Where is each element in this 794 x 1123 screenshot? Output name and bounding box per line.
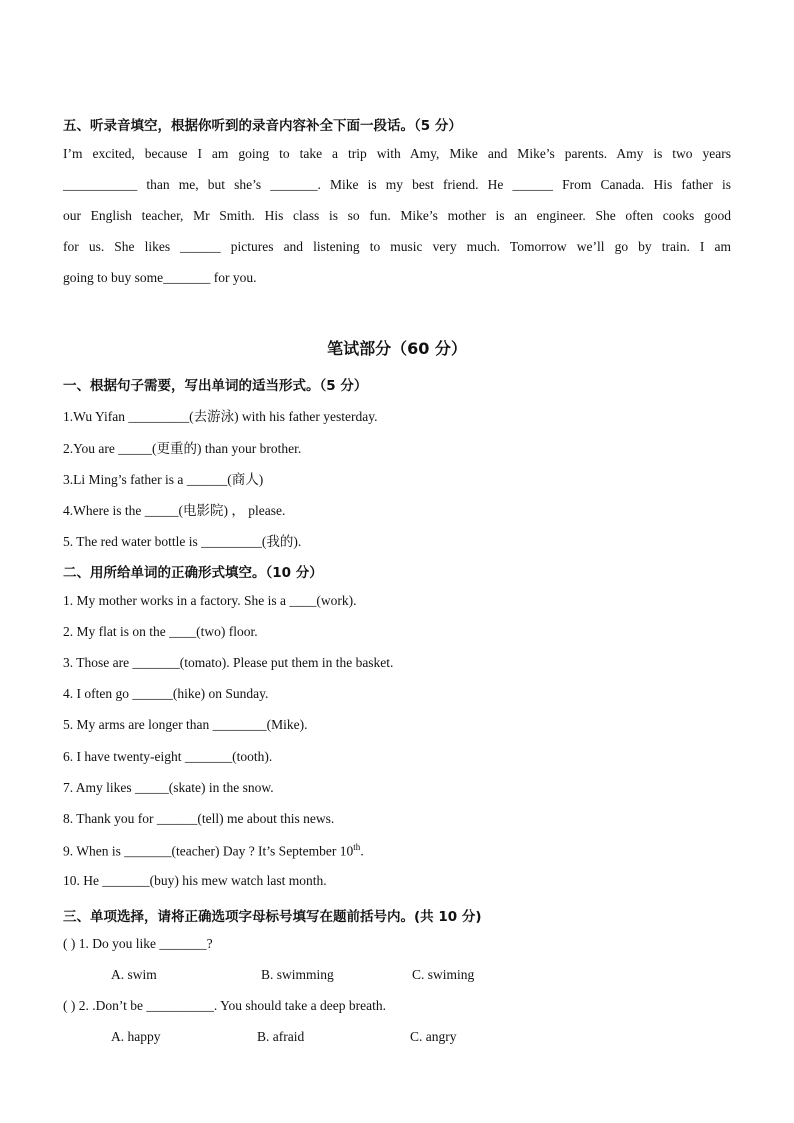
section-two-item: 6. I have twenty-eight _______(tooth). — [63, 749, 273, 764]
listen-paragraph-line: our English teacher, Mr Smith. His class is so fun. Mike’s mother is an engineer. She often cooks good — [63, 208, 731, 223]
section-two-item: 1. My mother works in a factory. She is a ____(work). — [63, 593, 357, 608]
section-two-item: 4. I often go ______(hike) on Sunday. — [63, 686, 269, 701]
section-one-item: 3.Li Ming’s father is a ______(商人) — [63, 472, 264, 487]
section-two-item9-text: 9. When is _______(teacher) Day ? It’s September 10 — [63, 843, 354, 859]
section-two-item: 7. Amy likes _____(skate) in the snow. — [63, 780, 274, 795]
listen-paragraph-line: ___________ than me, but she’s _______. Mike is my best friend. He ______ From Canada. His father is — [63, 177, 731, 192]
section-three-heading: 三、单项选择，请将正确选项字母标号填写在题前括号内。(共 10 分) — [63, 909, 482, 925]
ordinal-suffix: th — [353, 842, 361, 852]
section-listen-heading: 五、听录音填空，根据你听到的录音内容补全下面一段话。（5 分） — [63, 118, 462, 134]
option-b: B. swimming — [261, 967, 334, 982]
section-one-heading: 一、根据句子需要，写出单词的适当形式。（5 分） — [63, 378, 368, 394]
listen-paragraph-line: I’m excited, because I am going to take a trip with Amy, Mike and Mike’s parents. Amy is two years — [63, 146, 731, 161]
section-one-item: 1.Wu Yifan _________(去游泳) with his father yesterday. — [63, 409, 378, 424]
section-two-item: 8. Thank you for ______(tell) me about this news. — [63, 811, 335, 826]
section-two-item: 2. My flat is on the ____(two) floor. — [63, 624, 258, 639]
section-two-heading: 二、用所给单词的正确形式填空。（10 分） — [63, 565, 323, 581]
section-one-item: 2.You are _____(更重的) than your brother. — [63, 441, 302, 456]
option-c: C. swiming — [412, 967, 475, 982]
item9-end-punctuation: . — [360, 843, 364, 859]
written-part-title: 笔试部分（60 分） — [327, 339, 467, 358]
question-stem: ( ) 1. Do you like _______? — [63, 936, 213, 951]
section-two-item: 3. Those are _______(tomato). Please put them in the basket. — [63, 655, 394, 670]
section-two-item — [63, 842, 364, 860]
option-c: C. angry — [410, 1029, 457, 1044]
option-a: A. swim — [111, 967, 157, 982]
question-stem: ( ) 2. .Don’t be __________. You should take a deep breath. — [63, 998, 386, 1013]
listen-paragraph-line: going to buy some_______ for you. — [63, 270, 257, 285]
section-one-item: 5. The red water bottle is _________(我的). — [63, 534, 302, 549]
listen-paragraph-line: for us. She likes ______ pictures and listening to music very much. Tomorrow we’ll go by train. I am — [63, 239, 731, 254]
option-a: A. happy — [111, 1029, 161, 1044]
section-two-item: 10. He _______(buy) his mew watch last month. — [63, 873, 327, 888]
option-b: B. afraid — [257, 1029, 305, 1044]
section-two-item: 5. My arms are longer than ________(Mike). — [63, 717, 308, 732]
section-one-item: 4.Where is the _____(电影院) ， please. — [63, 503, 286, 518]
